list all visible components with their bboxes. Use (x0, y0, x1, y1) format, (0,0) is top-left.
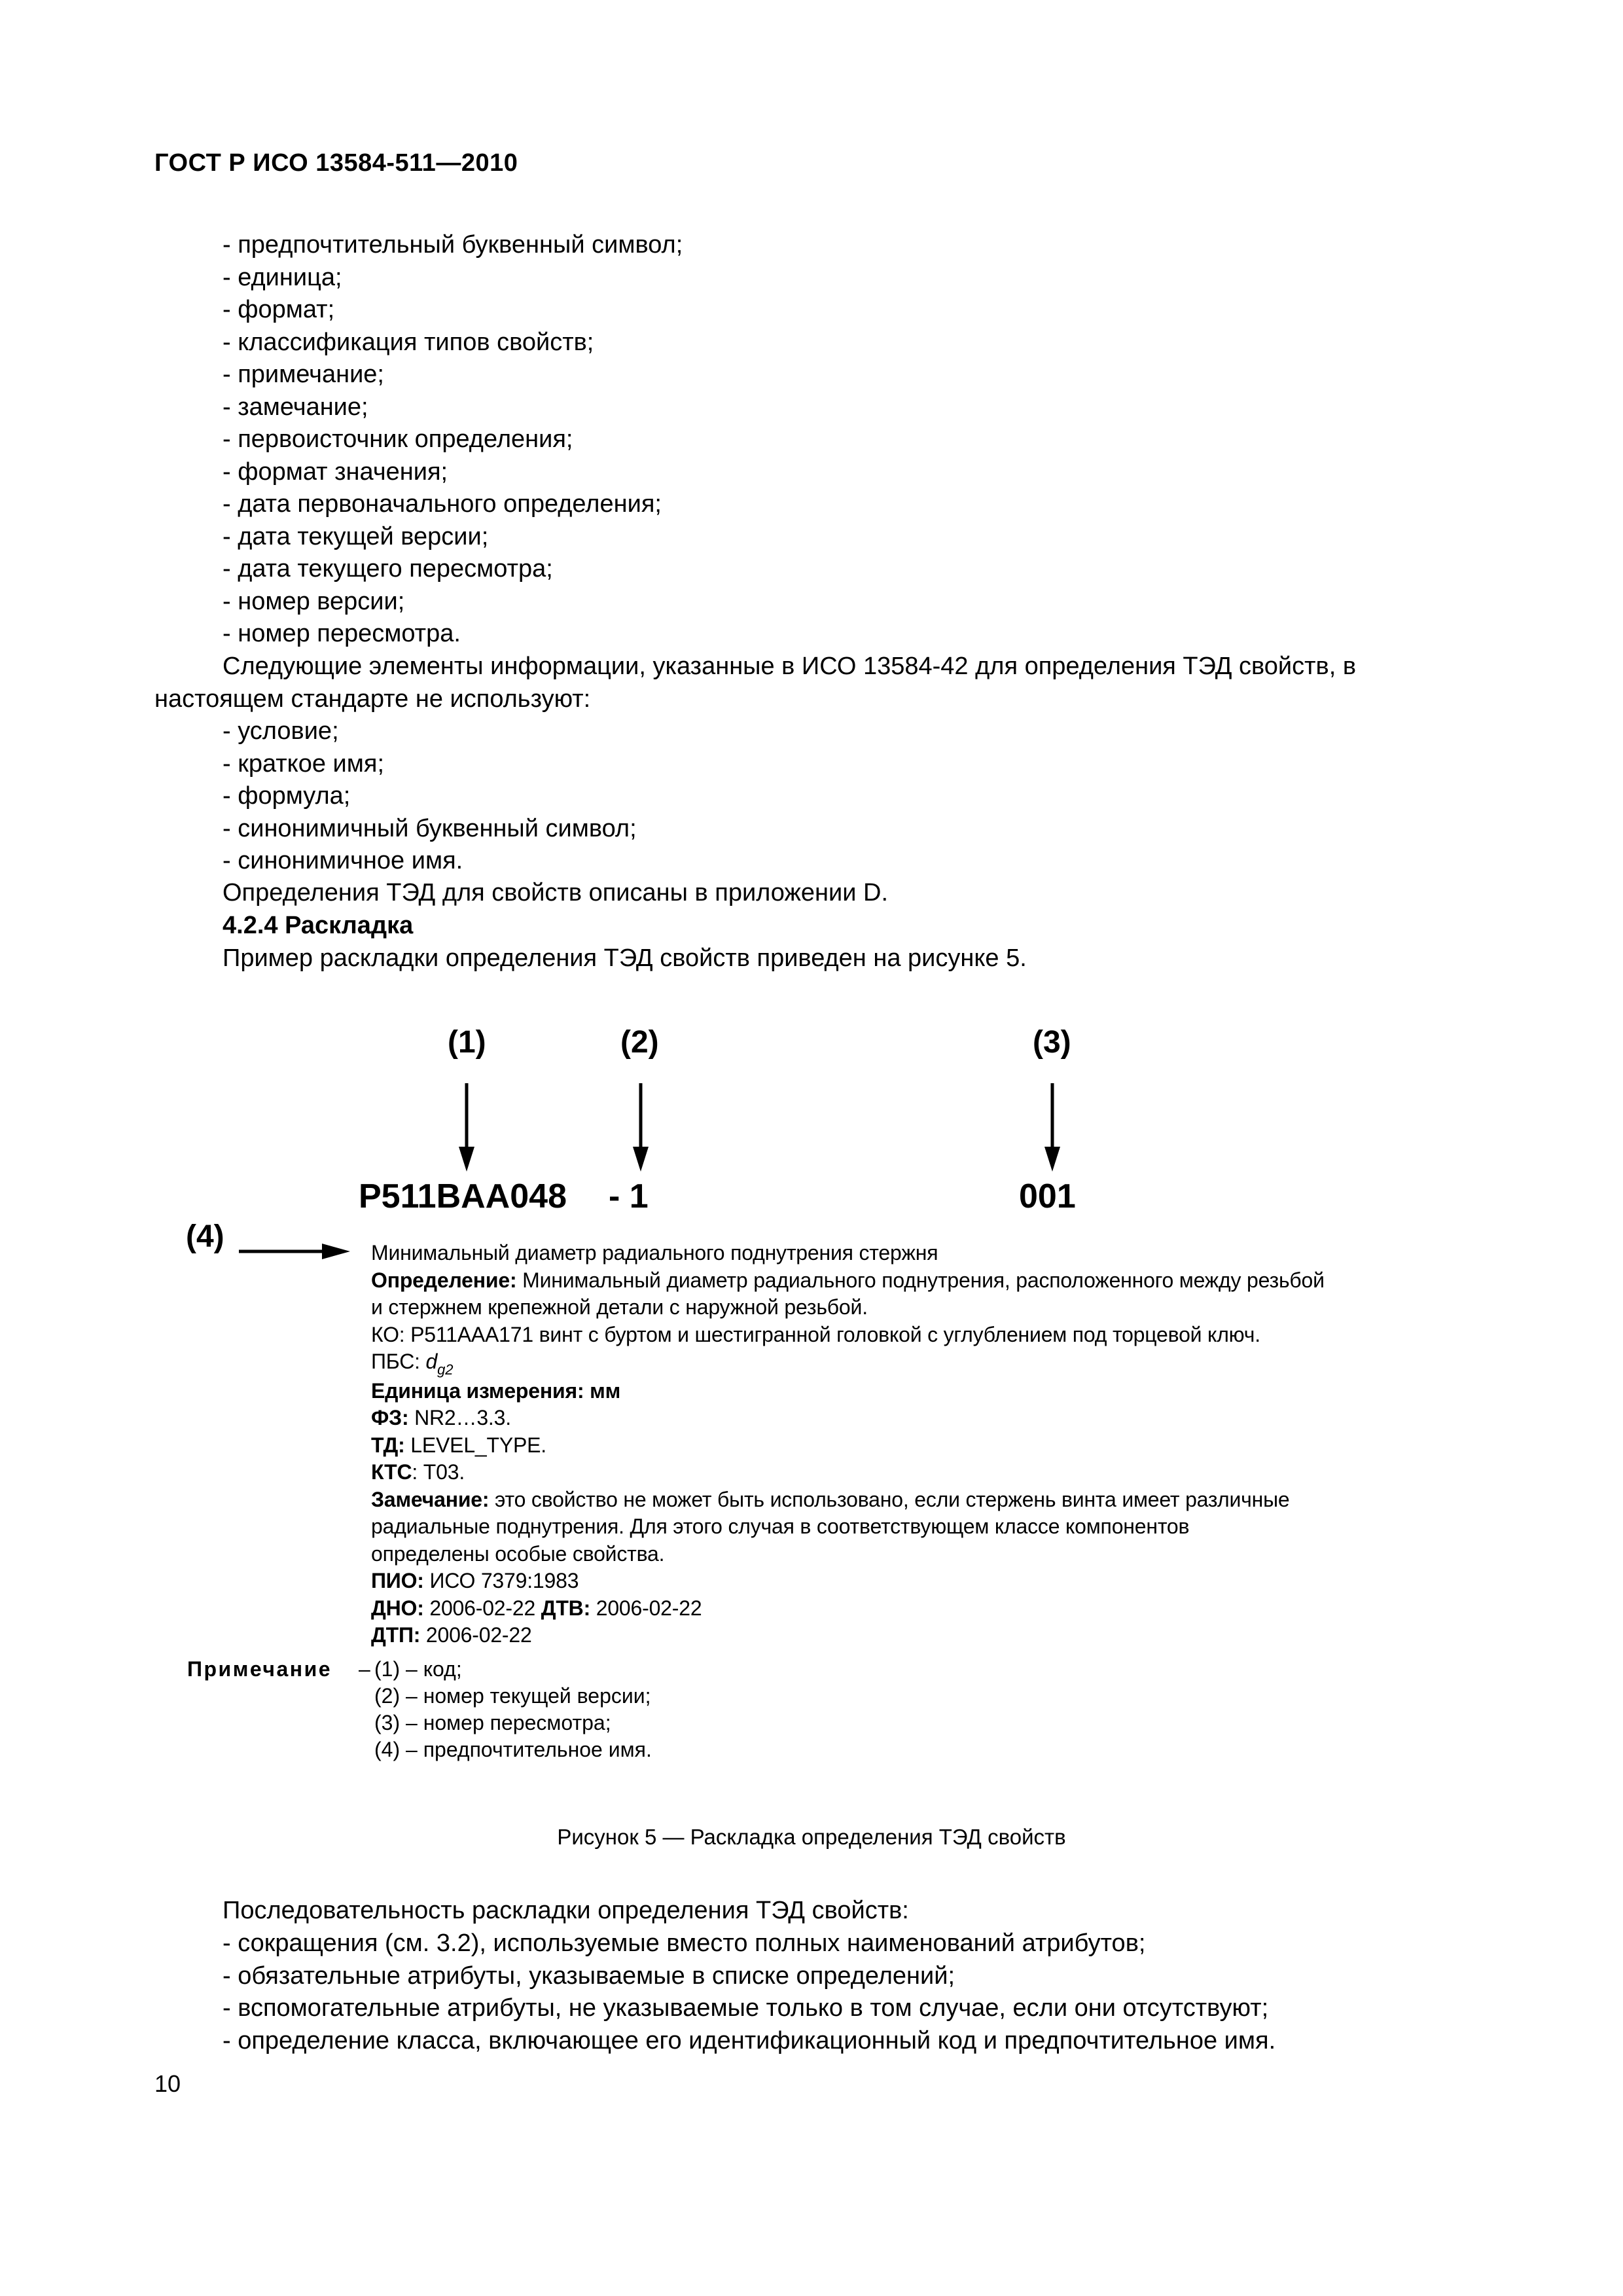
figure-caption: Рисунок 5 — Раскладка определения ТЭД свойств (557, 1825, 1066, 1849)
list-item: - первоисточник определения; (223, 425, 573, 453)
version-number: - 1 (609, 1177, 649, 1215)
list-item: - примечание; (223, 361, 384, 388)
kts-line (371, 1459, 1325, 1486)
fz-label: ФЗ: (371, 1406, 409, 1429)
ko-line: КО: P511AAA171 винт с буртом и шестигранной головкой с углублением под торцевой ключ. (371, 1322, 1260, 1346)
note-item: (3) – номер пересмотра; (374, 1711, 611, 1734)
list-item: - дата текущего пересмотра; (223, 555, 553, 583)
unit-label: Единица измерения: (371, 1378, 584, 1403)
td-line (371, 1432, 1325, 1460)
list-item: - сокращения (см. 3.2), используемые вместо полных наименований атрибутов; (223, 1929, 1146, 1957)
list-item: - замечание; (223, 393, 368, 421)
dtp-value: 2006-02-22 (420, 1623, 532, 1647)
dtv-label: ДТВ: (541, 1596, 591, 1620)
arrowhead-down-1 (459, 1147, 474, 1172)
list-item: - номер пересмотра. (223, 620, 461, 647)
dtp-label: ДТП: (371, 1623, 421, 1647)
note-items (374, 1656, 652, 1763)
definition-text: Минимальный диаметр радиального поднутрения, расположенного между резьбой (516, 1268, 1325, 1292)
pio-value: ИСО 7379:1983 (423, 1569, 579, 1592)
dno-value: 2006-02-22 (423, 1596, 541, 1620)
document-header: ГОСТ Р ИСО 13584-511—2010 (154, 149, 518, 177)
figure-label-2: (2) (620, 1025, 659, 1060)
td-value: LEVEL_TYPE. (404, 1433, 546, 1457)
list-item: - формула; (223, 782, 351, 810)
remark-line-1 (371, 1486, 1325, 1514)
arrowhead-right-4 (322, 1244, 350, 1259)
arrowhead-down-2 (633, 1147, 649, 1172)
arrowhead-down-3 (1044, 1147, 1060, 1172)
list-item: - синонимичное имя. (223, 847, 463, 874)
unit-value: мм (584, 1378, 621, 1403)
remark-text: это свойство не может быть использовано, если стержень винта имеет различные (489, 1487, 1290, 1511)
figure-label-3: (3) (1033, 1025, 1071, 1060)
kts-value: : T03. (412, 1460, 465, 1484)
td-label: ТД: (371, 1433, 405, 1457)
note-dash: – (359, 1657, 370, 1681)
list-item: - определение класса, включающее его идентификационный код и предпочтительное имя. (223, 2026, 1276, 2054)
property-definition-block (371, 1240, 1325, 1649)
paragraph-unused-intro-line1: Следующие элементы информации, указанные в ИСО 13584-42 для определения ТЭД свойств, в (223, 653, 1357, 680)
revision-number: 001 (1019, 1177, 1076, 1215)
definition-label: Определение: (371, 1268, 517, 1292)
property-code: P511BAA048 (359, 1177, 567, 1215)
list-item: - классификация типов свойств; (223, 328, 594, 356)
list-item: - вспомогательные атрибуты, не указываемые только в том случае, если они отсутствуют; (223, 1994, 1269, 2022)
paragraph-unused-intro-line2: настоящем стандарте не используют: (154, 685, 591, 713)
pbs-symbol: d (425, 1350, 438, 1373)
pbs-label: ПБС: (371, 1350, 426, 1373)
dtv-value: 2006-02-22 (590, 1596, 702, 1620)
dno-label: ДНО: (371, 1596, 424, 1620)
list-item: - дата текущей версии; (223, 522, 489, 550)
note-label: Примечание (187, 1657, 332, 1681)
kts-label: КТС (371, 1460, 412, 1484)
note-item: (2) – номер текущей версии; (374, 1684, 651, 1708)
section-heading: 4.2.4 Раскладка (223, 912, 414, 939)
note-item: (1) – код; (374, 1657, 462, 1681)
list-item: - дата первоначального определения; (223, 490, 662, 518)
list-item: - формат значения; (223, 457, 448, 486)
fz-value: NR2…3.3. (408, 1406, 511, 1429)
list-item: - формат; (223, 296, 335, 323)
paragraph-layout-sequence: Последовательность раскладки определения ТЭД свойств: (223, 1897, 909, 1924)
pbs-line (371, 1348, 1325, 1378)
list-item: - единица; (223, 263, 342, 291)
paragraph-figure-reference: Пример раскладки определения ТЭД свойств приведен на рисунке 5. (223, 944, 1027, 972)
note-item: (4) – предпочтительное имя. (374, 1738, 652, 1761)
page-number: 10 (154, 2070, 181, 2097)
list-item: - предпочтительный буквенный символ; (223, 231, 683, 259)
figure-label-4: (4) (186, 1219, 224, 1254)
list-item: - условие; (223, 717, 339, 745)
list-item: - синонимичный буквенный символ; (223, 814, 637, 842)
list-item: - обязательные атрибуты, указываемые в списке определений; (223, 1962, 955, 1990)
definition-line-2: и стержнем крепежной детали с наружной резьбой. (371, 1295, 868, 1319)
remark-line-3: определены особые свойства. (371, 1541, 665, 1566)
layout-sequence-list (223, 1928, 1275, 2057)
pbs-subscript: g2 (437, 1361, 454, 1378)
unit-line (371, 1378, 1325, 1405)
dtp-line (371, 1622, 1325, 1649)
paragraph-appendix-reference: Определения ТЭД для свойств описаны в приложении D. (223, 879, 889, 906)
list-item: - краткое имя; (223, 749, 385, 778)
remark-label: Замечание: (371, 1487, 490, 1511)
figure-label-1: (1) (448, 1025, 486, 1060)
list-item: - номер версии; (223, 587, 405, 615)
pio-line (371, 1568, 1325, 1595)
preferred-name: Минимальный диаметр радиального поднутрения стержня (371, 1241, 938, 1265)
pio-label: ПИО: (371, 1569, 424, 1592)
remark-line-2: радиальные поднутрения. Для этого случая в соответствующем классе компонентов (371, 1515, 1190, 1538)
definition-line-1 (371, 1267, 1325, 1295)
fz-line (371, 1405, 1325, 1432)
dates-line (371, 1595, 1325, 1623)
